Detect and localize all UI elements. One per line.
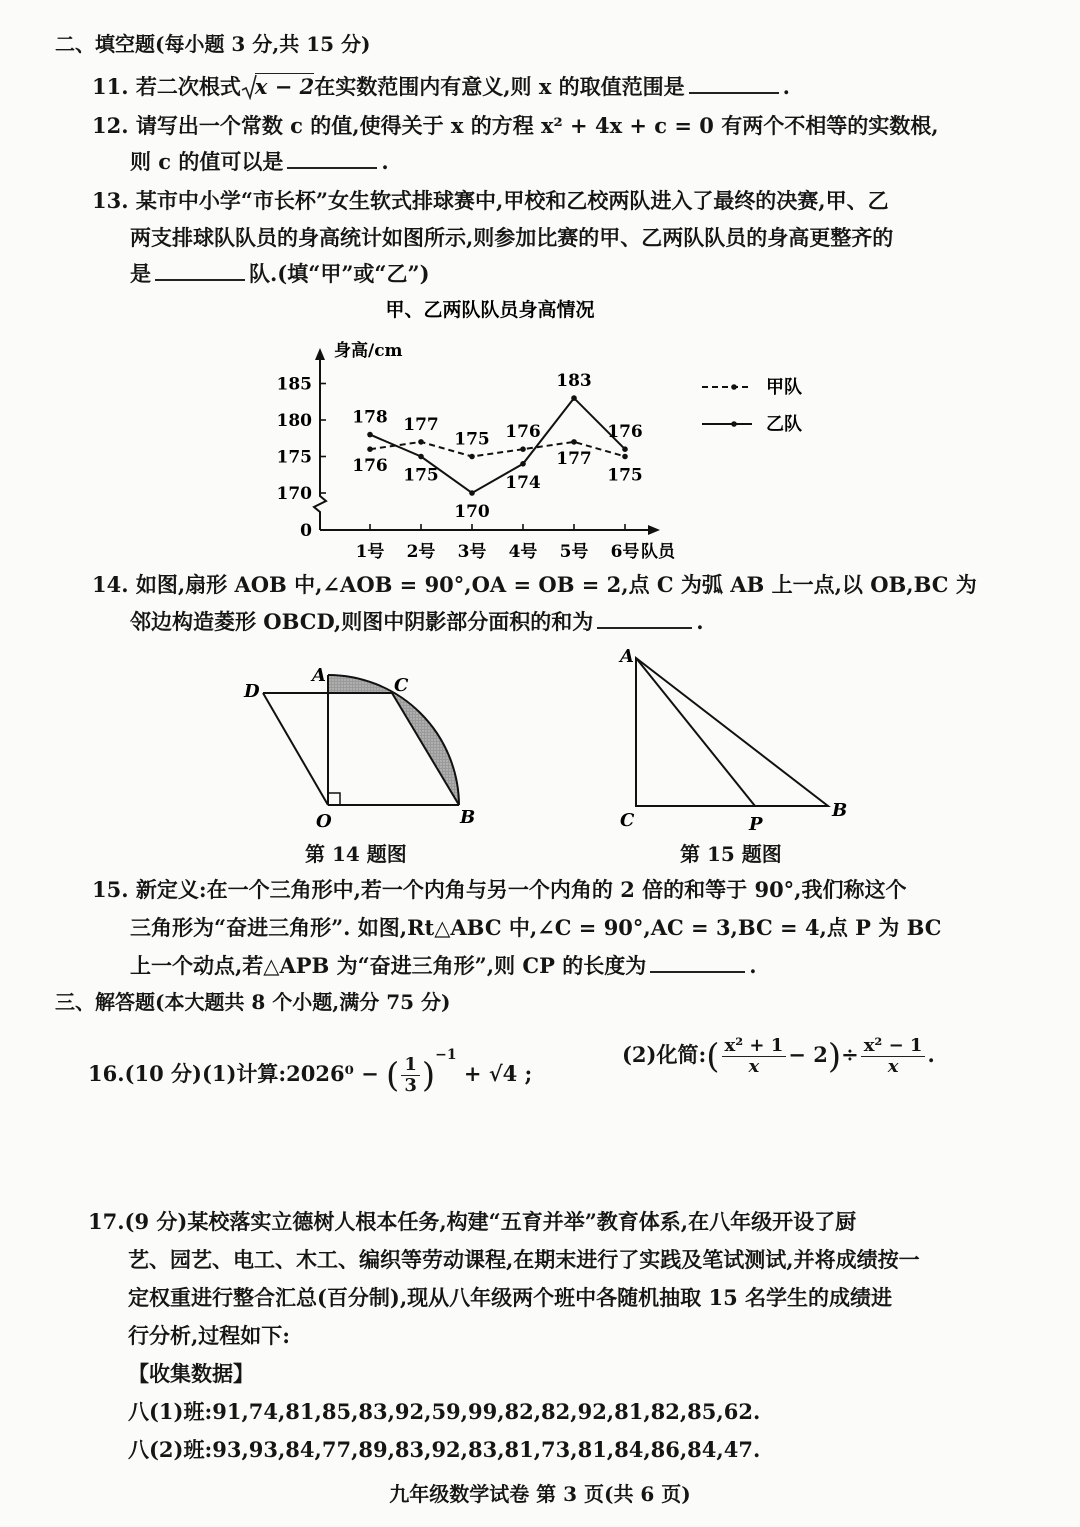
q16-frac-x2-plus-1: $\frac{\text{x² + 1}}{x}$ [722, 1036, 787, 1077]
fig15-label-b: B [832, 800, 848, 821]
data-label: 178 [352, 407, 388, 428]
q13-line1: 13. 某市中小学“市长杯”女生软式排球赛中,甲校和乙校两队进入了最终的决赛,甲、乙 [92, 188, 889, 213]
q17-collect-heading: 【收集数据】 [128, 1361, 254, 1386]
q13-line3-pre: 是 [130, 261, 151, 286]
data-label: 177 [556, 448, 592, 469]
chart-legend [702, 376, 802, 435]
page-footer: 九年级数学试卷 第 3 页(共 6 页) [389, 1482, 691, 1506]
section3-heading: 三、解答题(本大题共 8 个小题,满分 75 分) [55, 990, 451, 1014]
data-point [469, 490, 475, 496]
fig14-label-a: A [312, 665, 326, 686]
q11-radicand: x − 2 [254, 74, 315, 99]
data-label: 176 [352, 456, 388, 477]
q13-line2: 两支排球队队员的身高统计如图所示,则参加比赛的甲、乙两队队员的身高更整齐的 [130, 225, 894, 250]
q16-part2-pre: (2)化简: [622, 1042, 707, 1067]
fig15-caption: 第 15 题图 [680, 842, 782, 866]
figure-15 [610, 640, 850, 840]
fig15-label-p: P [749, 814, 763, 835]
data-point [571, 395, 577, 401]
data-point [367, 432, 373, 438]
data-point [367, 446, 373, 452]
y-tick-label: 185 [276, 374, 312, 395]
q16-part2: (2)化简:( $\frac{\text{x² + 1}}{x}$ − 2)÷ $\frac{\text{x² − 1}}{x}$ . [622, 1035, 935, 1077]
y-tick-label: 180 [276, 411, 312, 431]
q17-line4: 行分析,过程如下: [128, 1323, 291, 1348]
q15-end: . [749, 953, 757, 978]
x-tick-label: 6号 [610, 542, 640, 562]
height-line-chart [270, 290, 830, 570]
data-point [622, 446, 628, 452]
q11-answer-blank[interactable] [689, 74, 779, 94]
q16-part1-post: + √4 ; [463, 1061, 533, 1086]
y-tick-label: 0 [300, 521, 312, 541]
fig14-label-d: D [244, 681, 260, 702]
q13-answer-blank[interactable] [155, 261, 245, 281]
q15-line2: 三角形为“奋进三角形”. 如图,Rt△ABC 中,∠C = 90°,AC = 3,BC = 4,点 P 为 BC [130, 915, 942, 940]
y-tick-label: 170 [276, 484, 312, 504]
section2-heading: 二、填空题(每小题 3 分,共 15 分) [55, 32, 371, 56]
q16-minus-two: − 2 [788, 1042, 828, 1067]
fig14-label-o: O [316, 811, 332, 832]
q12-line2-text: 则 c 的值可以是 [130, 149, 284, 174]
shaded-region-top [328, 675, 392, 693]
data-point [571, 439, 577, 445]
q16-divide: ÷ [841, 1042, 859, 1067]
data-label: 175 [607, 465, 643, 486]
q17-class1-data: 八(1)班:91,74,81,85,83,92,59,99,82,82,92,81,82,85,62. [128, 1399, 761, 1424]
legend-label: 乙队 [766, 414, 802, 435]
data-point [418, 454, 424, 460]
q16-frac-x2-minus-1: $\frac{\text{x² − 1}}{x}$ [861, 1036, 926, 1077]
q11-end: . [782, 74, 790, 99]
data-point [469, 454, 475, 460]
q17-class2-data: 八(2)班:93,93,84,77,89,83,92,83,81,73,81,84,86,84,47. [128, 1437, 761, 1462]
x-tick-label: 2号 [406, 542, 436, 562]
legend-label: 甲队 [766, 377, 802, 398]
q11-radical [241, 73, 314, 101]
data-point [418, 439, 424, 445]
x-axis-label: 队员 [641, 542, 675, 562]
q15-line3-text: 上一个动点,若△APB 为“奋进三角形”,则 CP 的长度为 [130, 953, 647, 978]
q14-line2 [130, 608, 704, 636]
y-axis-arrow-icon [315, 348, 325, 360]
y-axis-label: 身高/cm [334, 341, 403, 361]
fig15-label-a: A [620, 646, 634, 667]
q17-line3: 定权重进行整合汇总(百分制),现从八年级两个班中各随机抽取 15 名学生的成绩进 [128, 1285, 893, 1310]
data-point [520, 461, 526, 467]
data-label: 176 [607, 422, 643, 443]
q12-line2 [130, 148, 389, 176]
q17-line2: 艺、园艺、电工、木工、编织等劳动课程,在期末进行了实践及笔试测试,并将成绩按一 [128, 1247, 920, 1272]
q11-prefix: 11. 若二次根式 [92, 74, 241, 99]
data-label: 175 [403, 465, 439, 486]
fig14-label-c: C [394, 675, 409, 696]
q12-line1: 12. 请写出一个常数 c 的值,使得关于 x 的方程 x² + 4x + c = 0 有两个不相等的实数根, [92, 113, 939, 138]
q16-end: . [927, 1042, 935, 1067]
q14-line1: 14. 如图,扇形 AOB 中,∠AOB = 90°,OA = OB = 2,点 C 为弧 AB 上一点,以 OB,BC 为 [92, 572, 977, 597]
q13-line3-post: 队.(填“甲”或“乙”) [249, 261, 430, 286]
legend-marker [731, 421, 737, 427]
q13-line3 [130, 260, 430, 288]
q15-line3 [130, 952, 757, 980]
legend-marker [731, 384, 737, 390]
figure-14 [230, 655, 490, 845]
x-tick-label: 4号 [508, 542, 538, 562]
data-label: 170 [454, 502, 490, 522]
q14-end: . [696, 609, 704, 634]
fig14-label-b: B [460, 807, 476, 828]
q16-frac-one-third: $\frac{1}{3}$ [401, 1055, 420, 1096]
x-axis-arrow-icon [648, 525, 660, 535]
data-label: 177 [403, 414, 439, 435]
data-point [622, 454, 628, 460]
x-tick-label: 5号 [559, 542, 589, 562]
data-label: 174 [505, 472, 541, 493]
fig15-label-c: C [620, 810, 635, 831]
x-tick-label: 1号 [355, 542, 385, 562]
q12-end: . [381, 149, 389, 174]
data-label: 183 [556, 371, 592, 392]
data-label: 176 [505, 422, 541, 443]
q16-exponent: −1 [435, 1047, 457, 1063]
q14-line2-text: 邻边构造菱形 OBCD,则图中阴影部分面积的和为 [130, 609, 594, 634]
q16-part1: 16.(10 分)(1)计算:2026⁰ − ( $\frac{1}{3}$ )$^{-1}$ + √4 ; [88, 1047, 533, 1096]
q12-answer-blank[interactable] [287, 149, 377, 169]
q11-suffix: 在实数范围内有意义,则 x 的取值范围是 [314, 74, 685, 99]
chart-title: 甲、乙两队队员身高情况 [385, 299, 595, 321]
q15-line1: 15. 新定义:在一个三角形中,若一个内角与另一个内角的 2 倍的和等于 90°,我们称这个 [92, 877, 907, 902]
fig14-caption: 第 14 题图 [305, 842, 407, 866]
q15-answer-blank[interactable] [650, 953, 745, 973]
data-label: 175 [454, 429, 490, 450]
q14-answer-blank[interactable] [597, 609, 692, 629]
y-axis [314, 356, 326, 530]
q11 [92, 73, 790, 101]
q17-line1: 17.(9 分)某校落实立德树人根本任务,构建“五育并举”教育体系,在八年级开设了厨 [88, 1209, 857, 1234]
chart-series [352, 371, 643, 522]
x-tick-label: 3号 [457, 542, 487, 562]
data-point [520, 446, 526, 452]
q16-part1-pre: 16.(10 分)(1)计算:2026⁰ − [88, 1061, 379, 1086]
radical-sign-icon [241, 74, 257, 100]
y-tick-label: 175 [276, 447, 312, 468]
